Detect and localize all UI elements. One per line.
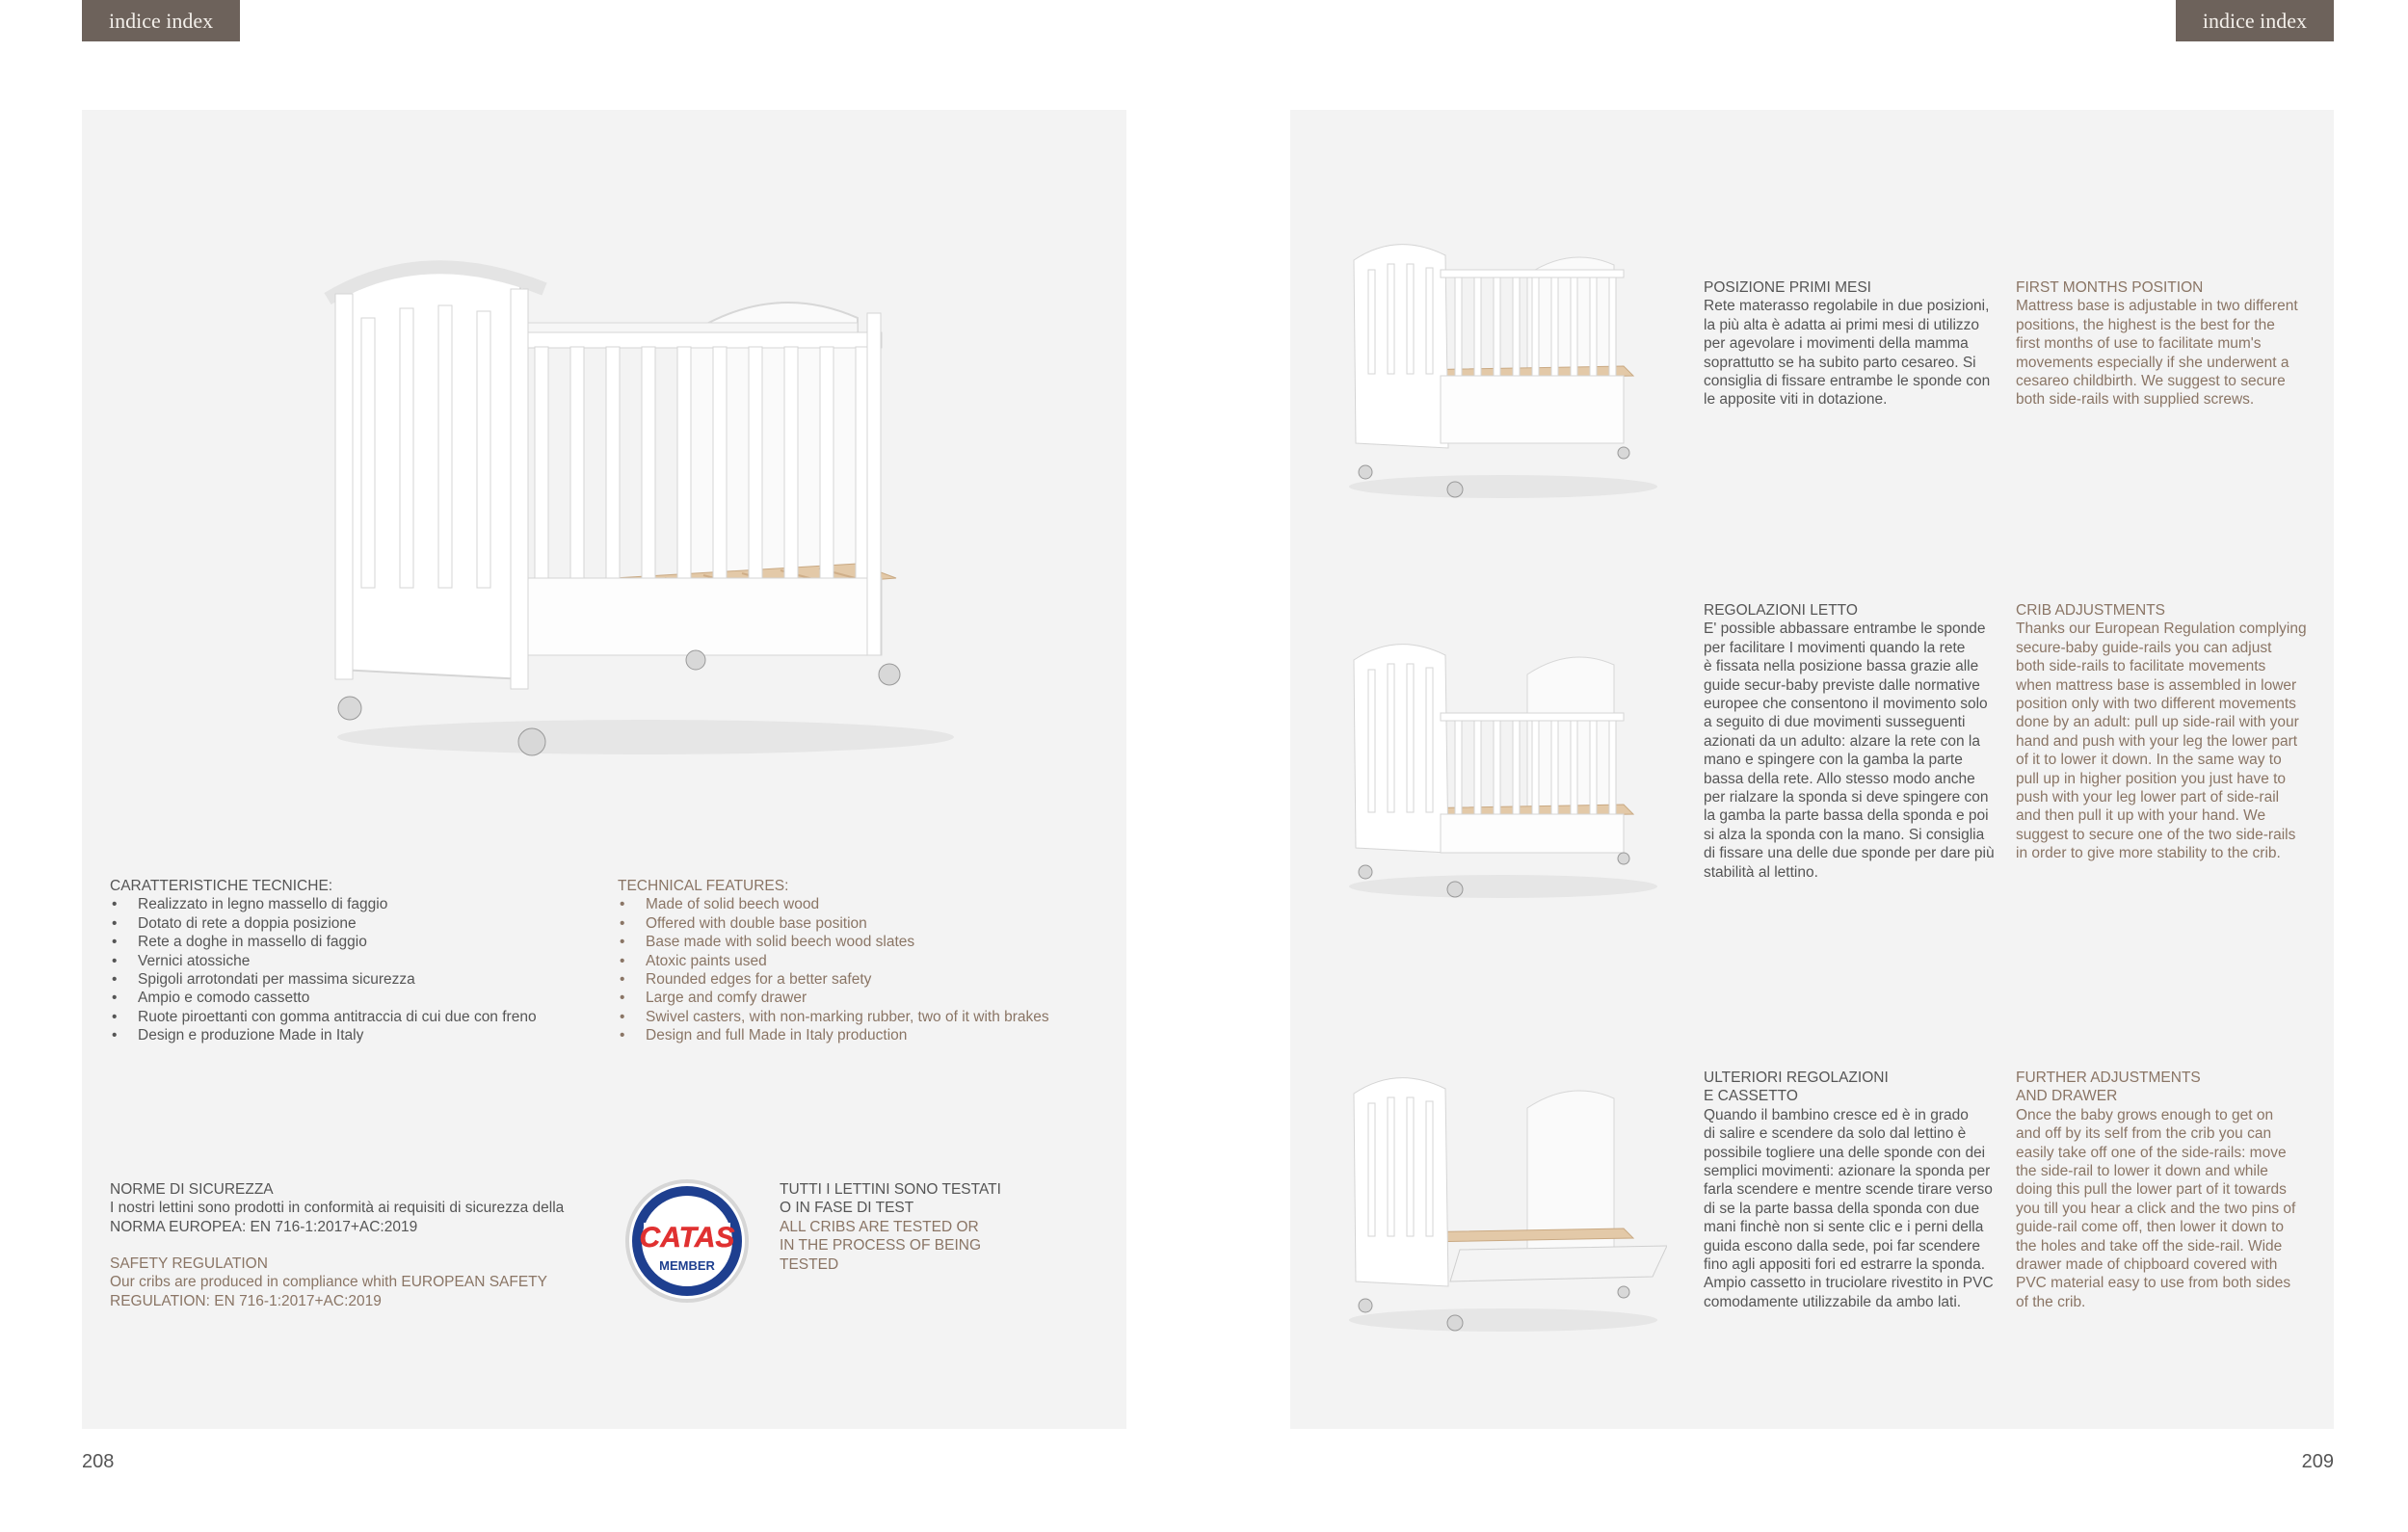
feature-it-item: • Dotato di rete a doppia posizione — [110, 914, 582, 933]
section-line-it: di fissare una delle due sponde per dare più — [1704, 845, 1995, 862]
crib-first-months-image — [1344, 231, 1667, 506]
section-line-en: when mattress base is assembled in lower — [2016, 676, 2297, 694]
section-line-it: per facilitare I movimenti quando la rete — [1704, 639, 1966, 656]
section-line-it: europee che consentono il movimento solo — [1704, 696, 1988, 713]
feature-it-item: • Spigoli arrotondati per massima sicurezza — [110, 970, 582, 989]
section-line-en: the side-rail to lower it down and while — [2016, 1163, 2268, 1180]
section-line-en: both side-rails with supplied screws. — [2016, 391, 2255, 409]
section-line-en: drawer made of chipboard covered with — [2016, 1256, 2278, 1274]
tested-en-line: ALL CRIBS ARE TESTED OR — [780, 1219, 979, 1235]
feature-en-item: • Base made with solid beech wood slates — [618, 933, 1119, 951]
safety-it-line: I nostri lettini sono prodotti in conformità ai requisiti di sicurezza della — [110, 1200, 565, 1217]
features-it-title: CARATTERISTICHE TECNICHE: — [110, 878, 333, 894]
feature-en-item: • Made of solid beech wood — [618, 895, 1119, 913]
section-further-adjustments-en — [2016, 1069, 2319, 1311]
crib-drawer-image — [1344, 1065, 1667, 1339]
section-line-en: easily take off one of the side-rails: move — [2016, 1144, 2287, 1161]
section-line-en: position only with two different movements — [2016, 696, 2296, 713]
feature-en-item: • Rounded edges for a better safety — [618, 970, 1119, 989]
feature-en-item: • Large and comfy drawer — [618, 989, 1119, 1007]
section-line-it: la gamba la parte bassa della sponda e poi — [1704, 807, 1989, 825]
section-title-en: CRIB ADJUSTMENTS — [2016, 602, 2166, 619]
section-line-it: comodamente utilizzabile da ambo lati. — [1704, 1293, 1962, 1310]
section-line-en: movements especially if she underwent a — [2016, 354, 2289, 371]
safety-en — [110, 1255, 611, 1310]
section-line-it: si alza la sponda con la mano. Si consiglia — [1704, 826, 1985, 843]
section-line-en: the holes and take off the side-rail. Wide — [2016, 1237, 2283, 1255]
section-line-en: both side-rails to facilitate movements — [2016, 658, 2266, 675]
section-line-it: fino agli appositi fori ed estrarre la sponda. — [1704, 1256, 1986, 1274]
section-line-it: E' possible abbassare entrambe le sponde — [1704, 621, 1986, 638]
index-tab-left[interactable]: indice index — [82, 0, 240, 41]
section-line-en: of the crib. — [2016, 1293, 2086, 1310]
index-tab-right[interactable]: indice index — [2176, 0, 2334, 41]
section-line-en: you till you hear a click and the two pins of — [2016, 1200, 2296, 1217]
section-first-months-en — [2016, 278, 2319, 409]
section-line-it: azionati da un adulto: alzare la rete con la — [1704, 732, 1980, 750]
section-line-it: le apposite viti in dotazione. — [1704, 391, 1888, 409]
tested-en-line: TESTED — [780, 1255, 839, 1273]
section-line-it: soprattutto se ha subito parto cesareo. Si — [1704, 354, 1976, 371]
section-line-it: Quando il bambino cresce ed è in grado — [1704, 1106, 1969, 1123]
section-line-it: guide secur-baby previste dalle normative — [1704, 676, 1980, 694]
section-crib-adjustments-en — [2016, 601, 2319, 863]
feature-it-item: • Vernici atossiche — [110, 952, 582, 970]
catas-logo-member: MEMBER — [659, 1258, 715, 1273]
safety-it-title: NORME DI SICUREZZA — [110, 1181, 274, 1198]
catas-member-logo — [617, 1178, 757, 1304]
section-line-it: di se la parte bassa della sponda con due — [1704, 1200, 1980, 1217]
section-line-en: Mattress base is adjustable in two different — [2016, 298, 2298, 315]
features-it — [110, 877, 582, 1045]
feature-it-item: • Ruote piroettanti con gomma antitraccia di cui due con freno — [110, 1008, 582, 1026]
safety-en-line: REGULATION: EN 716-1:2017+AC:2019 — [110, 1292, 382, 1309]
feature-en-item: • Offered with double base position — [618, 914, 1119, 933]
section-line-it: consiglia di fissare entrambe le sponde con — [1704, 373, 1991, 390]
section-line-en: of it to lower it down. In the same way to — [2016, 752, 2282, 769]
catas-logo-word: CATAS — [639, 1222, 735, 1254]
section-line-en: done by an adult: pull up side-rail with your — [2016, 714, 2299, 731]
section-line-en: hand and push with your leg the lower part — [2016, 732, 2298, 750]
tested-en-line: IN THE PROCESS OF BEING — [780, 1237, 982, 1255]
section-crib-adjustments-it — [1704, 601, 2007, 882]
safety-it-line: NORMA EUROPEA: EN 716-1:2017+AC:2019 — [110, 1218, 418, 1235]
section-line-en: and off by its self from the crib you can — [2016, 1125, 2272, 1143]
section-line-it: a seguito di due movimenti susseguenti — [1704, 714, 1966, 731]
section-title-en: FIRST MONTHS POSITION — [2016, 279, 2204, 296]
section-line-en: push with your leg lower part of side-rail — [2016, 789, 2280, 806]
tested-en — [780, 1218, 1030, 1274]
section-line-en: guide-rail come off, then lower it down to — [2016, 1219, 2285, 1236]
section-line-en: suggest to secure one of the two side-rails — [2016, 826, 2296, 843]
section-title-it: REGOLAZIONI LETTO — [1704, 602, 1858, 619]
section-line-en: doing this pull the lower part of it towards — [2016, 1181, 2287, 1199]
tested-it-line: TUTTI I LETTINI SONO TESTATI — [780, 1181, 1001, 1198]
section-line-it: possibile togliere una delle sponde con dei — [1704, 1144, 1986, 1161]
section-first-months-it — [1704, 278, 2007, 409]
section-title-en: AND DRAWER — [2016, 1088, 2118, 1105]
safety-it — [110, 1180, 611, 1236]
section-line-it: stabilità al lettino. — [1704, 863, 1818, 881]
feature-it-item: • Design e produzione Made in Italy — [110, 1026, 582, 1044]
section-line-it: per agevolare i movimenti della mamma — [1704, 335, 1969, 353]
section-title-it: ULTERIORI REGOLAZIONI — [1704, 1070, 1889, 1086]
feature-en-item: • Atoxic paints used — [618, 952, 1119, 970]
section-title-en: FURTHER ADJUSTMENTS — [2016, 1070, 2201, 1086]
section-line-en: positions, the highest is the best for the — [2016, 316, 2275, 333]
feature-it-item: • Ampio e comodo cassetto — [110, 989, 582, 1007]
crib-main-image — [318, 246, 973, 766]
section-line-it: farla scendere e mentre scende tirare verso — [1704, 1181, 1993, 1199]
section-line-it: per rialzare la sponda si deve spingere con — [1704, 789, 1989, 806]
safety-en-line: Our cribs are produced in compliance whith EUROPEAN SAFETY — [110, 1274, 547, 1291]
section-line-it: la più alta è adatta ai primi mesi di utilizzo — [1704, 316, 1980, 333]
feature-en-item: • Design and full Made in Italy production — [618, 1026, 1119, 1044]
section-title-it: POSIZIONE PRIMI MESI — [1704, 279, 1871, 296]
section-line-en: in order to give more stability to the crib. — [2016, 845, 2281, 862]
feature-en-item: • Swivel casters, with non-marking rubber, two of it with brakes — [618, 1008, 1119, 1026]
section-line-en: PVC material easy to use from both sides — [2016, 1275, 2291, 1292]
tested-it — [780, 1180, 1030, 1218]
safety-en-title: SAFETY REGULATION — [110, 1255, 268, 1272]
section-line-it: è fissata nella posizione bassa grazie alle — [1704, 658, 1979, 675]
section-line-en: and then pull it up with your hand. We — [2016, 807, 2266, 825]
section-line-en: Once the baby grows enough to get on — [2016, 1106, 2274, 1123]
section-line-it: Rete materasso regolabile in due posizioni, — [1704, 298, 1990, 315]
section-line-it: mani finchè non si sente clic e i perni della — [1704, 1219, 1984, 1236]
section-line-it: bassa della rete. Allo stesso modo anche — [1704, 770, 1975, 787]
section-line-it: Ampio cassetto in truciolare rivestito in PVC — [1704, 1275, 1994, 1292]
page-number-right: 209 — [2301, 1451, 2334, 1472]
page-number-left: 208 — [82, 1451, 115, 1472]
feature-it-item: • Rete a doghe in massello di faggio — [110, 933, 582, 951]
crib-adjustments-image — [1344, 631, 1667, 906]
section-title-it: E CASSETTO — [1704, 1088, 1798, 1105]
section-line-en: secure-baby guide-rails you can adjust — [2016, 639, 2272, 656]
section-line-it: mano e spingere con la gamba la parte — [1704, 752, 1963, 769]
section-further-adjustments-it — [1704, 1069, 2007, 1311]
features-en — [618, 877, 1119, 1045]
feature-it-item: • Realizzato in legno massello di faggio — [110, 895, 582, 913]
section-line-it: guida escono dalla sede, poi far scendere — [1704, 1237, 1980, 1255]
section-line-it: semplici movimenti: azionare la sponda per — [1704, 1163, 1991, 1180]
features-en-title: TECHNICAL FEATURES: — [618, 878, 789, 894]
tested-it-line: O IN FASE DI TEST — [780, 1200, 914, 1217]
section-line-it: di salire e scendere da solo dal lettino è — [1704, 1125, 1967, 1143]
section-line-en: first months of use to facilitate mum's — [2016, 335, 2262, 353]
section-line-en: pull up in higher position you just have to — [2016, 770, 2287, 787]
section-line-en: Thanks our European Regulation complying — [2016, 621, 2307, 638]
section-line-en: cesareo childbirth. We suggest to secure — [2016, 373, 2286, 390]
